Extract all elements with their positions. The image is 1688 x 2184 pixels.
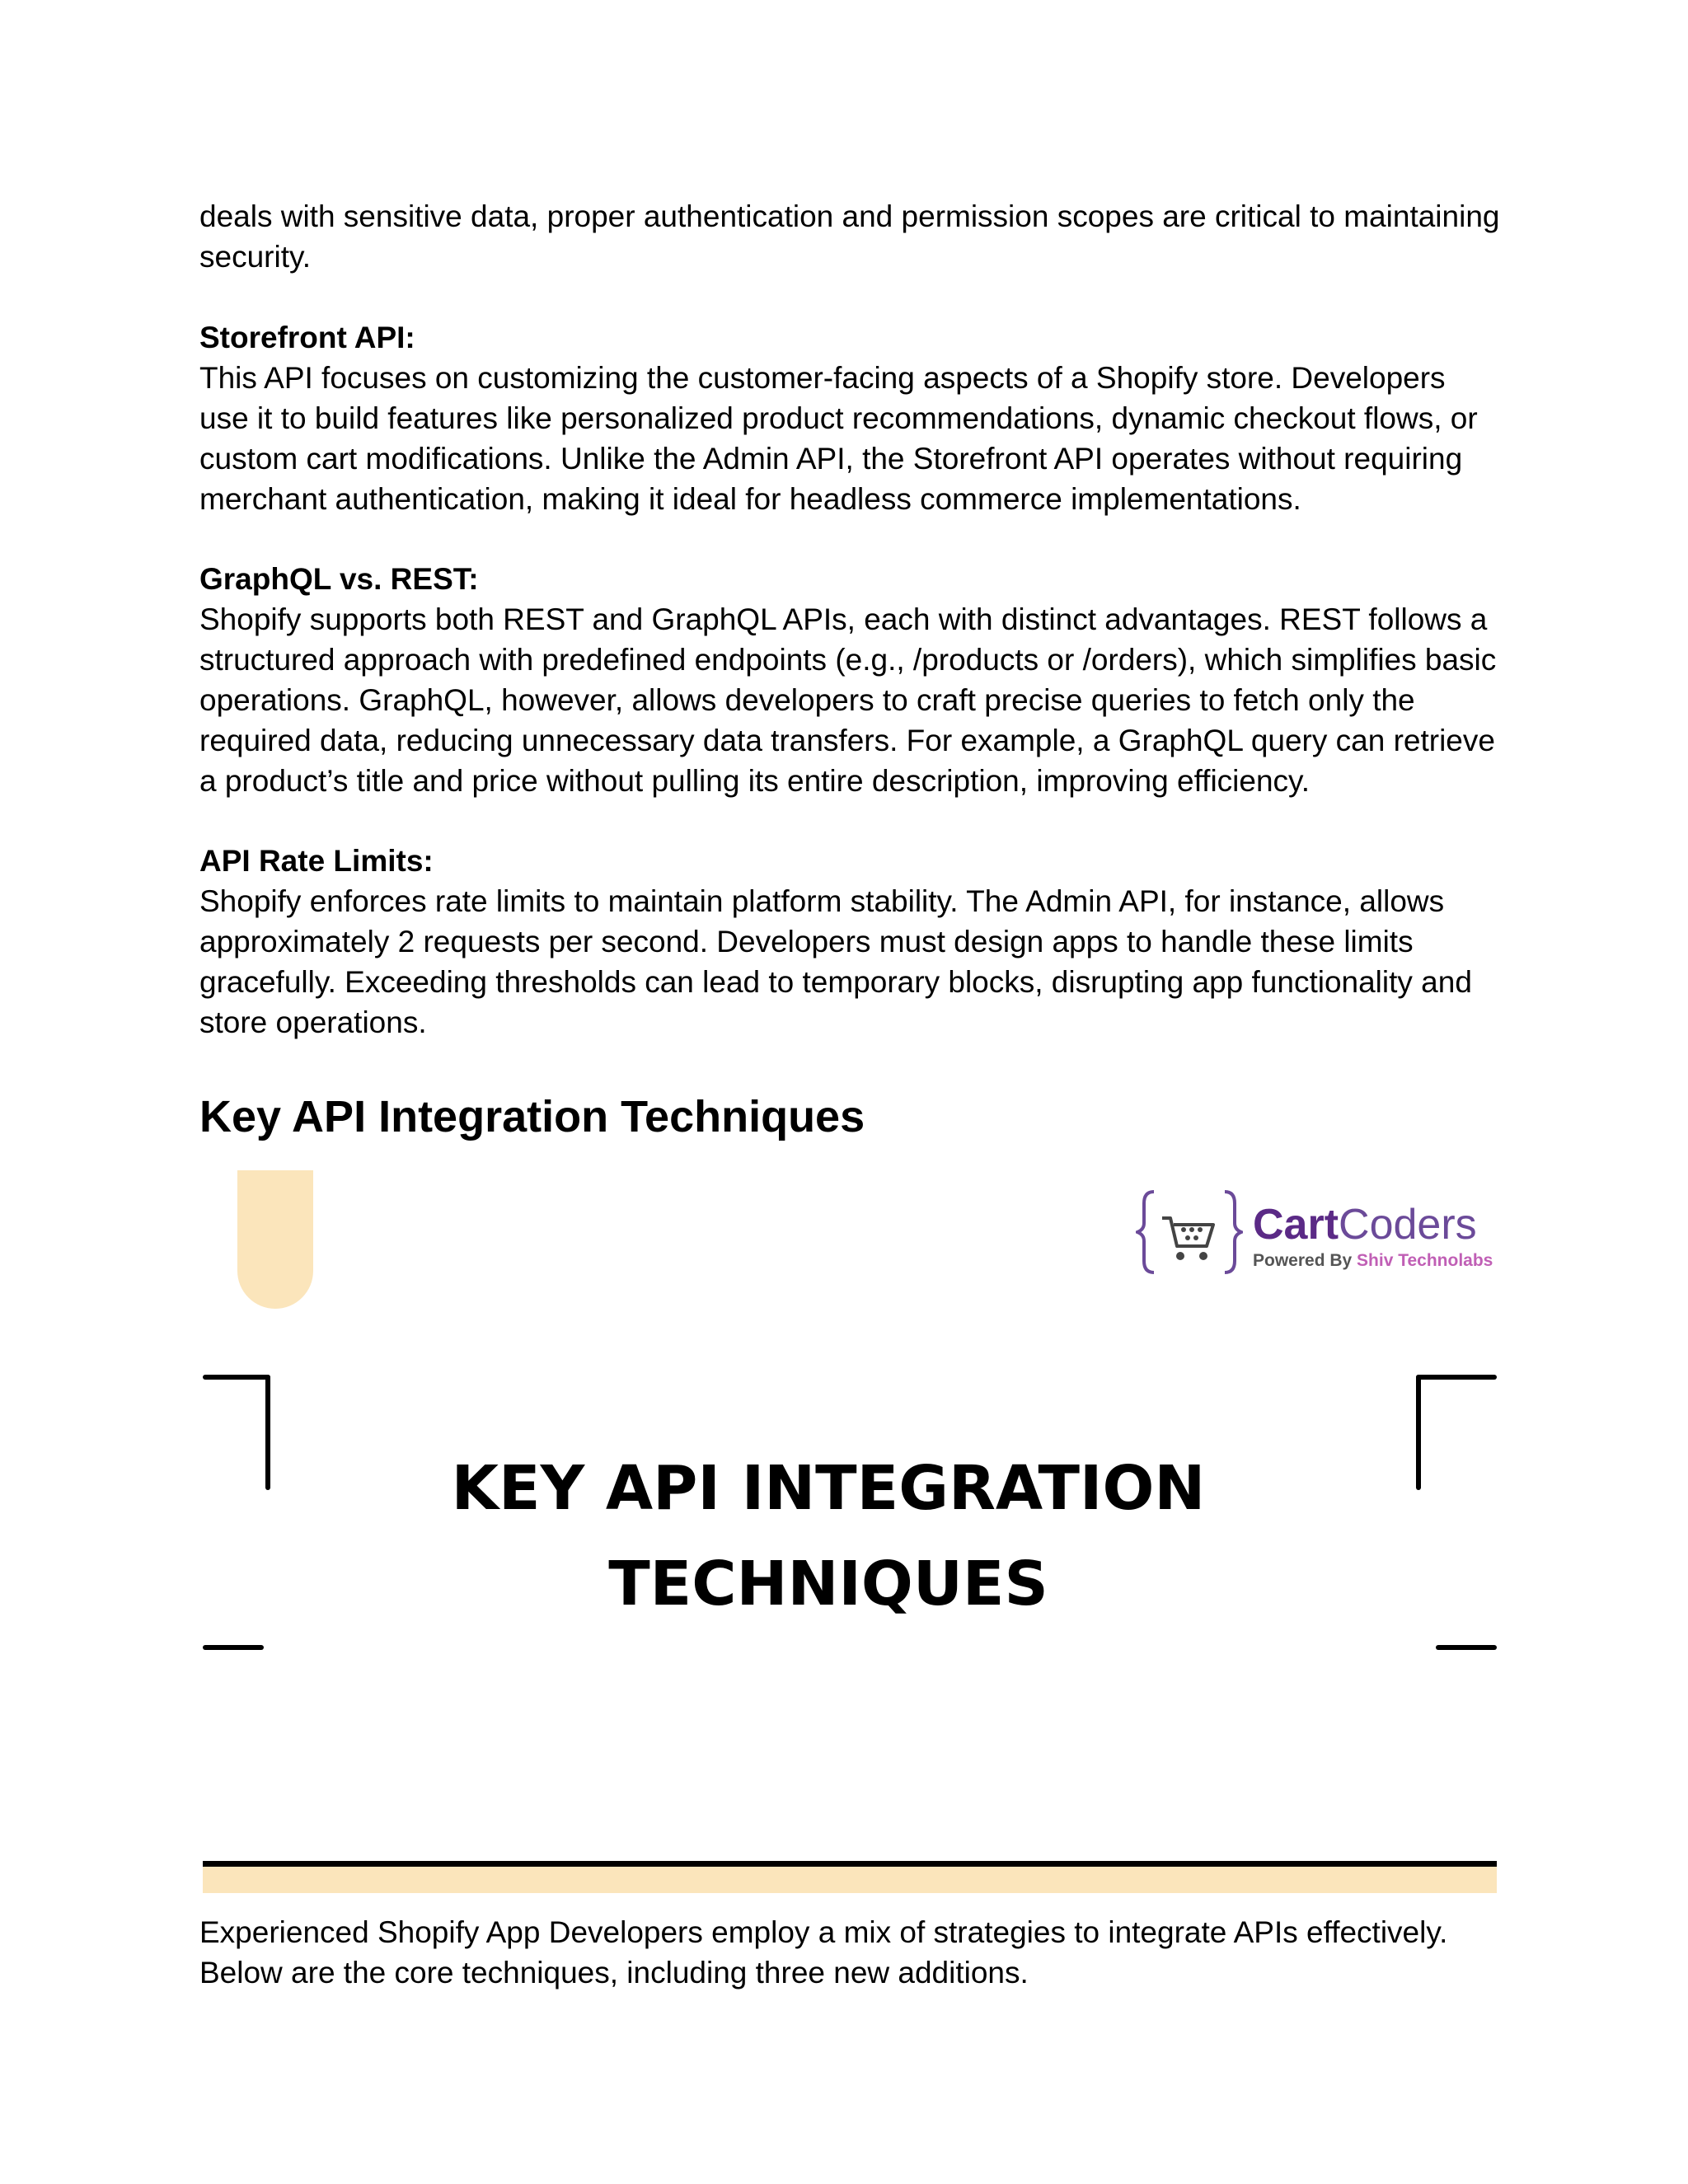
bracket-bottom-right [1436, 1645, 1497, 1650]
graphql-section [199, 559, 1502, 801]
logo-powered-brand: Shiv Technolabs [1357, 1251, 1493, 1270]
logo-word-cart: Cart [1253, 1201, 1339, 1249]
intro-text: deals with sensitive data, proper authentication and permission scopes are critical to maintaining security. [199, 199, 1500, 274]
decorative-pill [237, 1170, 313, 1309]
graphql-heading: GraphQL vs. REST: [199, 562, 479, 596]
closing-text: Experienced Shopify App Developers employ a mix of strategies to integrate APIs effectively. Below are the core techniques, including three new additions. [199, 1915, 1448, 1990]
graphql-text: Shopify supports both REST and GraphQL APIs, each with distinct advantages. REST follows a structured approach with predefined endpoints (e.g., /products or /orders), which simplifies basic operations. GraphQL, however, allows developers to craft precise queries to fetch only the required data, reducing unnecessary data transfers. For example, a GraphQL query can retrieve a product’s title and price without pulling its entire description, improving efficiency. [199, 602, 1497, 798]
logo-powered-by: Powered By [1253, 1251, 1357, 1270]
logo-word-coders: Coders [1339, 1201, 1477, 1249]
banner-accent-band [203, 1867, 1497, 1893]
cart-icon [1136, 1187, 1243, 1277]
logo-wordmark [1253, 1202, 1477, 1248]
banner-title [429, 1441, 1228, 1632]
storefront-text: This API focuses on customizing the customer-facing aspects of a Shopify store. Developers use it to build features like personalized product recommendations, dynamic checkout flows, or custom cart modifications. Unlike the Admin API, the Storefront API operates without requiring merchant authentication, making it ideal for headless commerce implementations. [199, 361, 1478, 516]
banner-title-line1: KEY API INTEGRATION [451, 1453, 1206, 1524]
bracket-top-right-vertical [1416, 1375, 1421, 1490]
bracket-top-left-horizontal [203, 1375, 270, 1380]
bracket-bottom-left [203, 1645, 264, 1650]
banner-divider [203, 1861, 1497, 1867]
rate-limits-text: Shopify enforces rate limits to maintain platform stability. The Admin API, for instance, allows approximately 2 requests per second. Developers must design apps to handle these limits gracefully. Exceeding thresholds can lead to temporary blocks, disrupting app functionality and store operations. [199, 884, 1472, 1039]
storefront-heading: Storefront API: [199, 321, 415, 354]
bracket-top-right-horizontal [1416, 1375, 1497, 1380]
closing-paragraph [199, 1912, 1502, 1993]
banner-title-line2: TECHNIQUES [608, 1549, 1048, 1619]
cartcoders-logo [1136, 1187, 1493, 1277]
intro-paragraph [199, 196, 1502, 277]
logo-tagline [1253, 1251, 1493, 1271]
bracket-top-left-vertical [265, 1375, 270, 1490]
section-title: Key API Integration Techniques [199, 1092, 865, 1141]
rate-limits-heading: API Rate Limits: [199, 844, 434, 878]
rate-limits-section [199, 841, 1502, 1043]
storefront-section [199, 317, 1502, 519]
